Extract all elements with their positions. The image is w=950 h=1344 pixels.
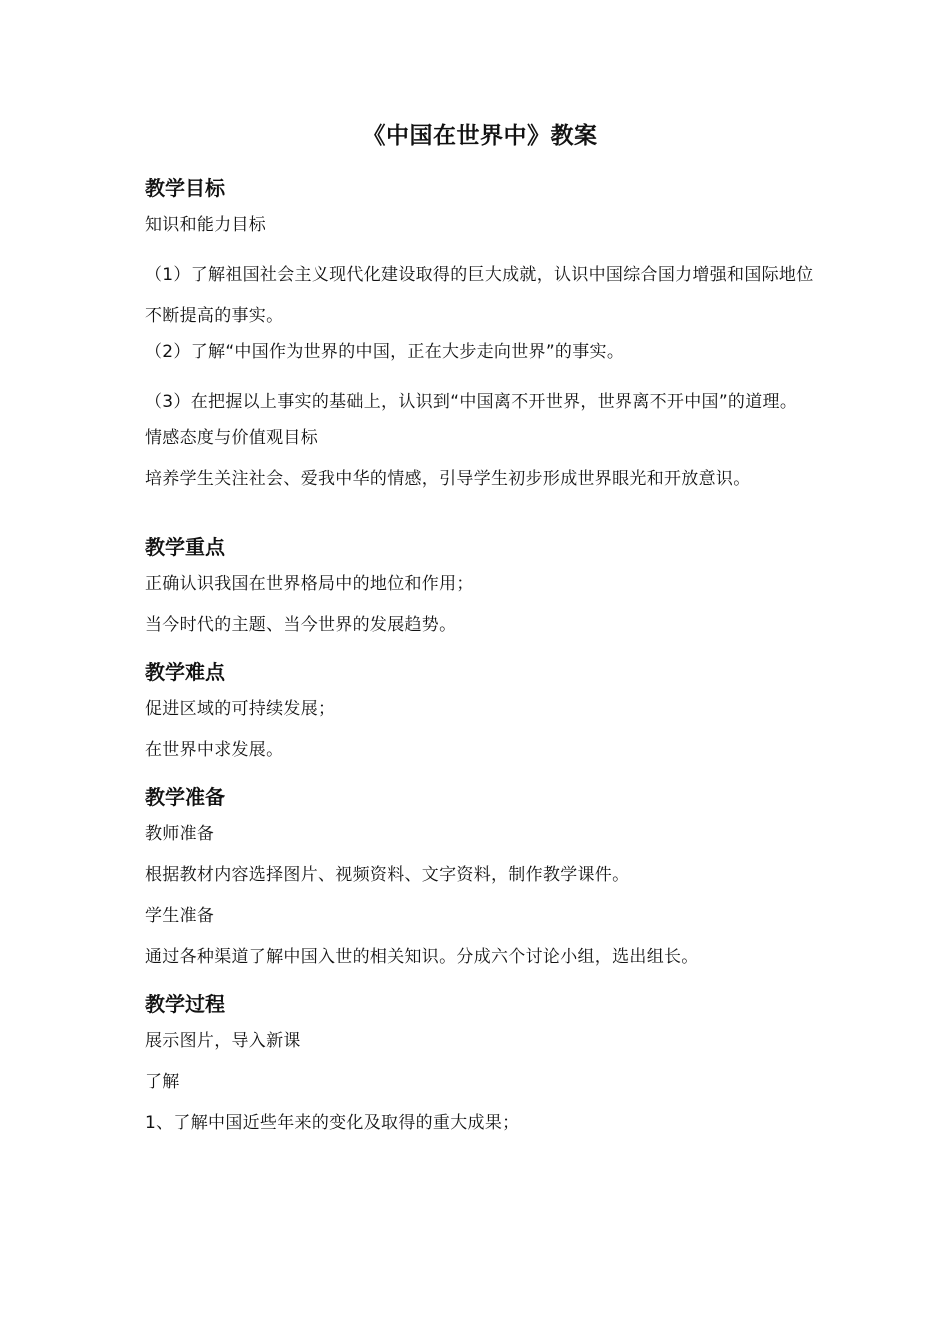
paragraph: 情感态度与价值观目标 — [145, 428, 318, 448]
paragraph: 根据教材内容选择图片、视频资料、文字资料，制作教学课件。 — [145, 865, 630, 885]
paragraph: 1、了解中国近些年来的变化及取得的重大成果； — [145, 1113, 520, 1133]
paragraph: 正确认识我国在世界格局中的地位和作用； — [145, 574, 474, 594]
paragraph: 培养学生关注社会、爱我中华的情感，引导学生初步形成世界眼光和开放意识。 — [145, 469, 751, 489]
paragraph: （3）在把握以上事实的基础上，认识到“中国离不开世界，世界离不开中国”的道理。 — [145, 392, 798, 412]
section-heading-key-points: 教学重点 — [145, 535, 225, 559]
paragraph: 了解 — [145, 1072, 180, 1092]
paragraph: 通过各种渠道了解中国入世的相关知识。分成六个讨论小组，选出组长。 — [145, 947, 699, 967]
document-body — [145, 114, 815, 1153]
section-heading-objectives: 教学目标 — [145, 176, 225, 200]
document-title: 《中国在世界中》教案 — [362, 123, 598, 149]
section-heading-process: 教学过程 — [145, 992, 225, 1016]
paragraph: 在世界中求发展。 — [145, 740, 284, 760]
paragraph: （1）了解祖国社会主义现代化建设取得的巨大成就，认识中国综合国力增强和国际地位不断提高的事实。 — [145, 265, 814, 326]
paragraph: 知识和能力目标 — [145, 215, 267, 235]
paragraph: 教师准备 — [145, 824, 215, 844]
paragraph: （2）了解“中国作为世界的中国，正在大步走向世界”的事实。 — [145, 342, 625, 362]
section-heading-preparation: 教学准备 — [145, 785, 225, 809]
paragraph: 当今时代的主题、当今世界的发展趋势。 — [145, 615, 457, 635]
paragraph: 学生准备 — [145, 906, 215, 926]
paragraph: 展示图片，导入新课 — [145, 1031, 301, 1051]
paragraph: 促进区域的可持续发展； — [145, 699, 336, 719]
section-heading-difficulties: 教学难点 — [145, 660, 225, 684]
